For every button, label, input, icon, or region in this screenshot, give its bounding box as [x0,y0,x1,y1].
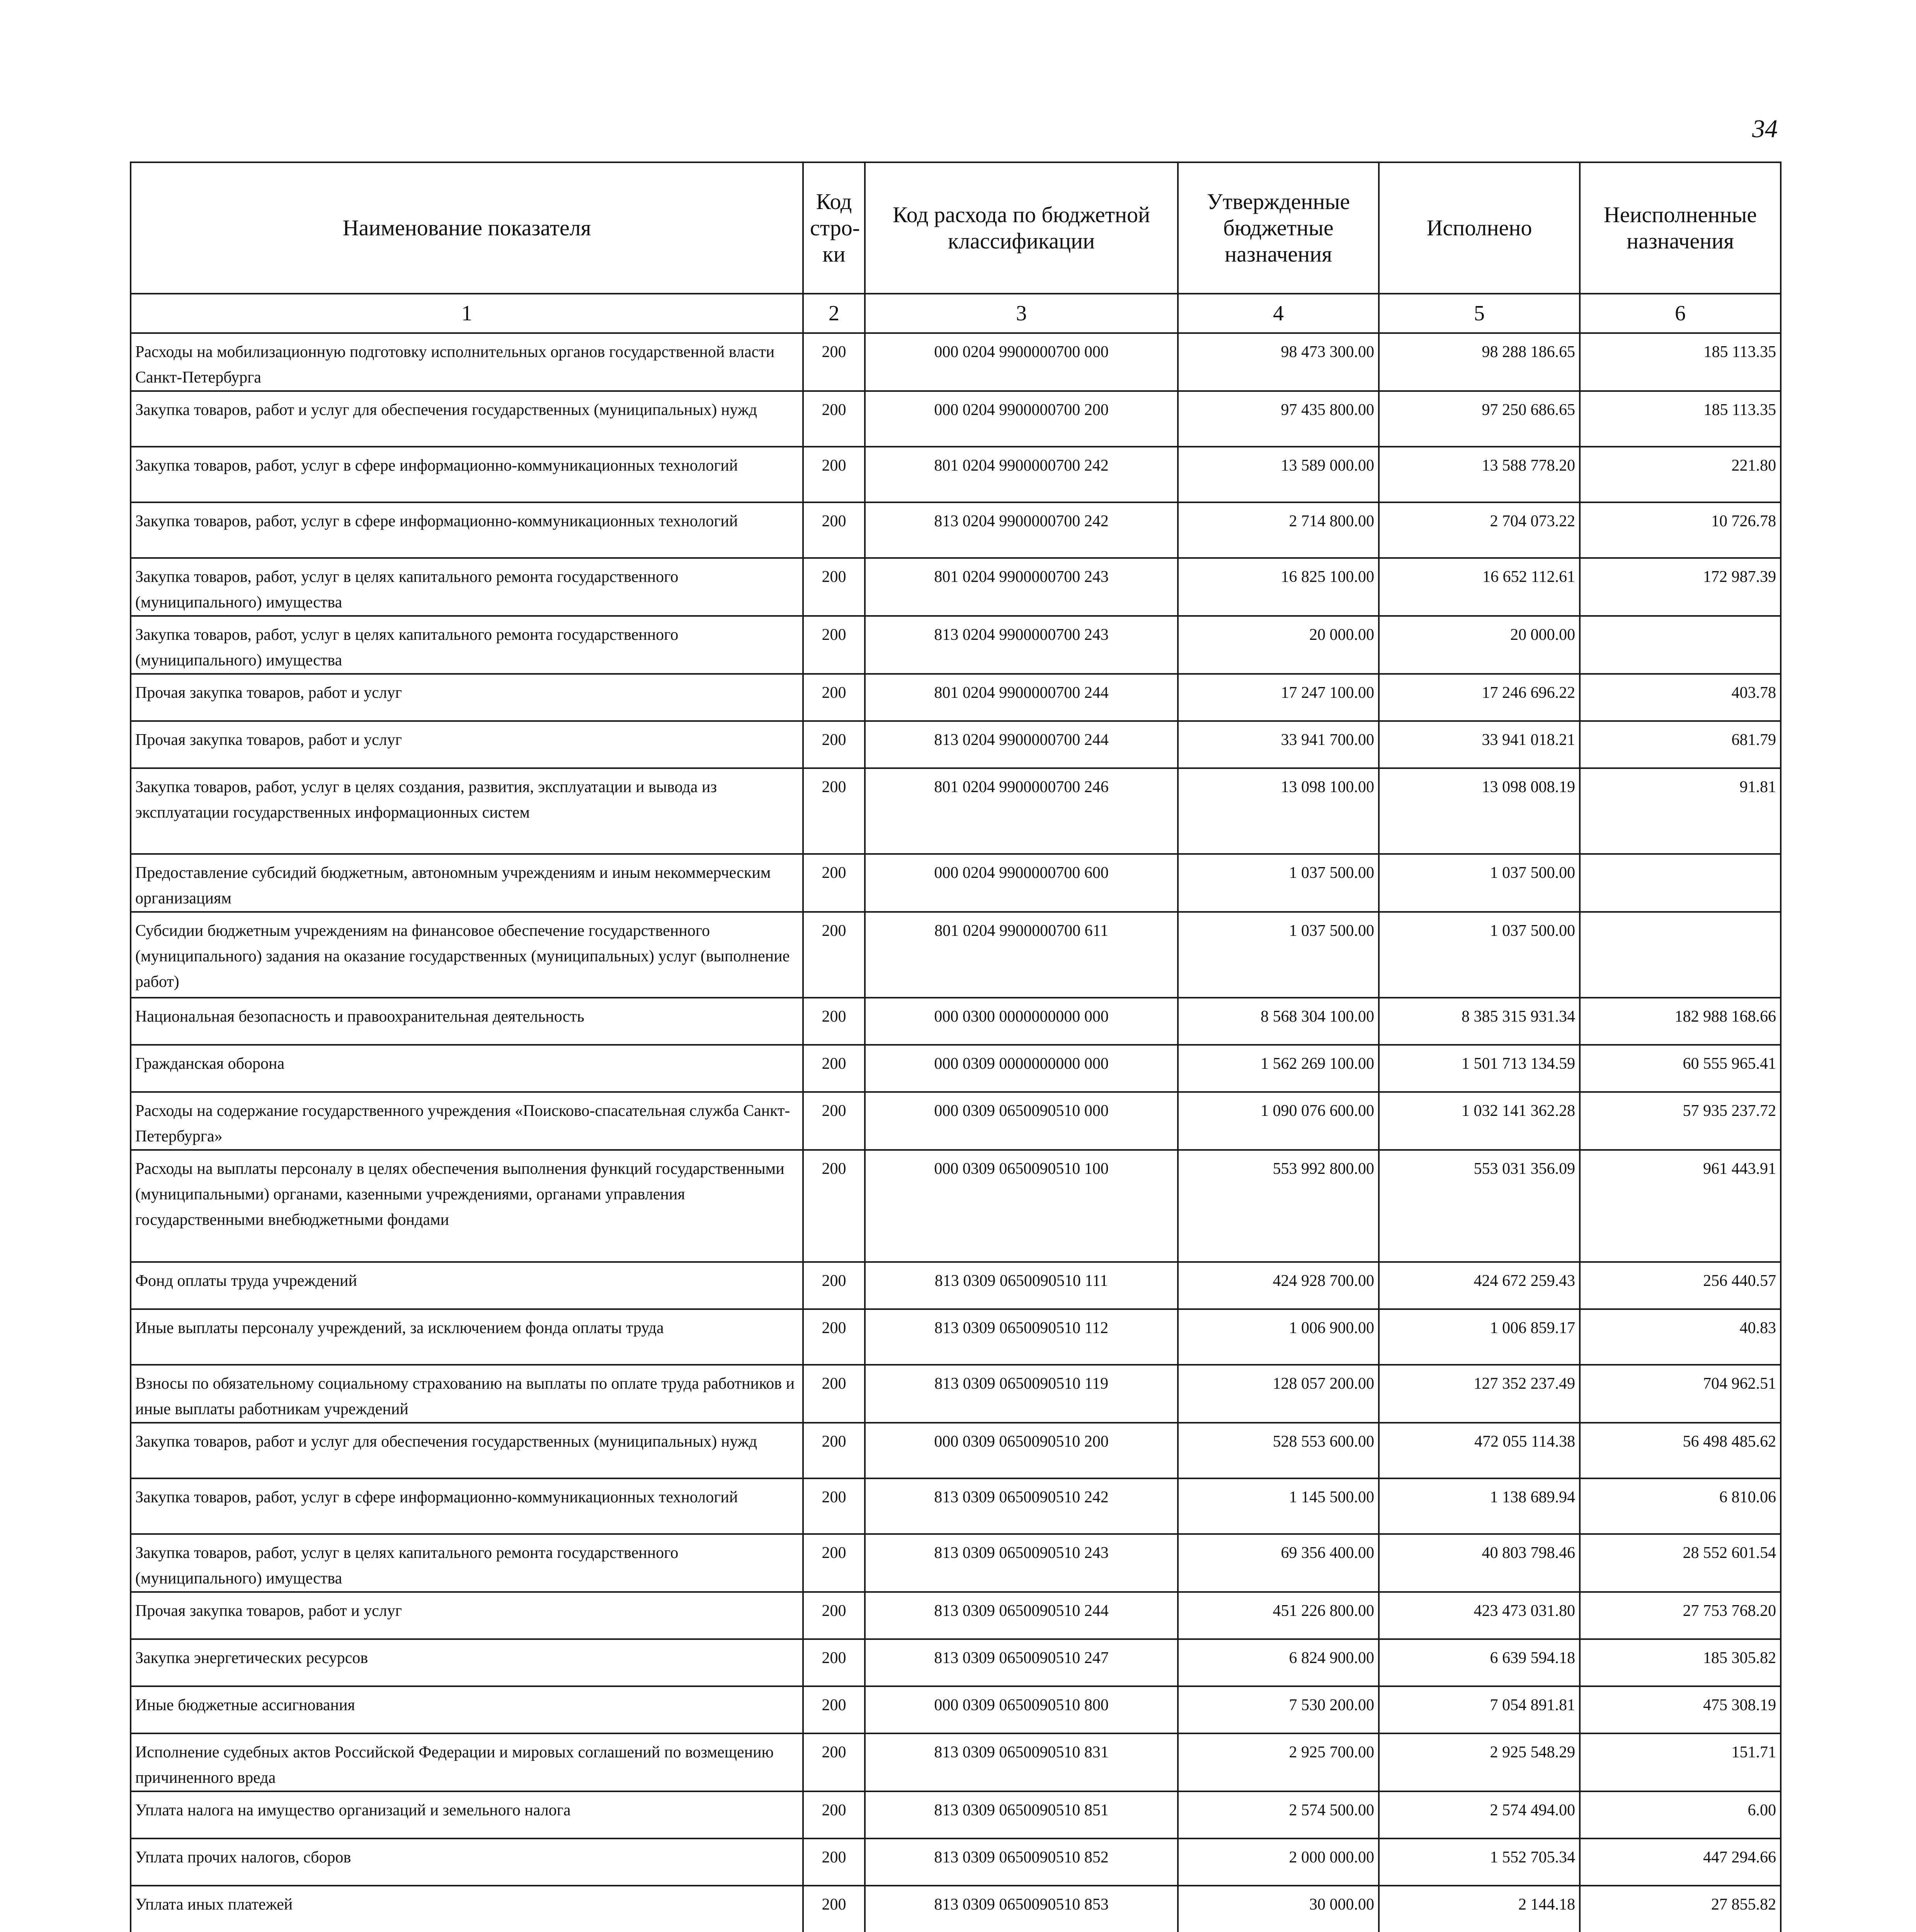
row-name: Иные выплаты персоналу учреждений, за исключением фонда оплаты труда [131,1309,803,1365]
row-unexecuted: 28 552 601.54 [1580,1534,1781,1592]
row-executed: 1 138 689.94 [1379,1478,1580,1534]
row-executed: 424 672 259.43 [1379,1262,1580,1309]
row-approved: 528 553 600.00 [1178,1423,1379,1478]
row-approved: 1 037 500.00 [1178,912,1379,998]
row-executed: 127 352 237.49 [1379,1365,1580,1423]
row-approved: 553 992 800.00 [1178,1150,1379,1262]
row-executed: 1 552 705.34 [1379,1838,1580,1886]
row-line-code: 200 [803,558,865,616]
row-line-code: 200 [803,1150,865,1262]
column-number: 6 [1580,294,1781,333]
row-name: Предоставление субсидий бюджетным, автономным учреждениям и иным некоммерческим организациям [131,854,803,912]
row-name: Национальная безопасность и правоохранительная деятельность [131,998,803,1045]
table-row [131,1838,1781,1886]
page-number: 34 [1752,115,1778,143]
row-budget-code: 801 0204 9900000700 243 [865,558,1178,616]
row-approved: 13 589 000.00 [1178,447,1379,502]
row-executed: 472 055 114.38 [1379,1423,1580,1478]
row-name: Уплата иных платежей [131,1886,803,1932]
row-unexecuted: 56 498 485.62 [1580,1423,1781,1478]
row-unexecuted: 185 305.82 [1580,1639,1781,1686]
row-name: Субсидии бюджетным учреждениям на финансовое обеспечение государственного (муниципального) задания на оказание государственных (муниципальных) услуг (выполнение работ) [131,912,803,998]
row-approved: 98 473 300.00 [1178,333,1379,391]
row-approved: 7 530 200.00 [1178,1686,1379,1733]
row-name: Уплата прочих налогов, сборов [131,1838,803,1886]
row-unexecuted: 10 726.78 [1580,502,1781,558]
row-approved: 6 824 900.00 [1178,1639,1379,1686]
row-line-code: 200 [803,447,865,502]
row-budget-code: 000 0204 9900000700 000 [865,333,1178,391]
row-name: Исполнение судебных актов Российской Федерации и мировых соглашений по возмещению причиненного вреда [131,1733,803,1791]
row-name: Расходы на мобилизационную подготовку исполнительных органов государственной власти Санкт-Петербурга [131,333,803,391]
row-unexecuted [1580,854,1781,912]
row-name: Прочая закупка товаров, работ и услуг [131,674,803,721]
row-approved: 8 568 304 100.00 [1178,998,1379,1045]
row-name: Фонд оплаты труда учреждений [131,1262,803,1309]
row-budget-code: 813 0309 0650090510 242 [865,1478,1178,1534]
row-name: Уплата налога на имущество организаций и земельного налога [131,1791,803,1838]
budget-execution-table [130,162,1782,1932]
row-unexecuted: 172 987.39 [1580,558,1781,616]
row-executed: 97 250 686.65 [1379,391,1580,447]
row-unexecuted: 447 294.66 [1580,1838,1781,1886]
table-row [131,1886,1781,1932]
row-executed: 1 037 500.00 [1379,854,1580,912]
row-budget-code: 801 0204 9900000700 611 [865,912,1178,998]
row-executed: 6 639 594.18 [1379,1639,1580,1686]
table-row [131,1150,1781,1262]
row-approved: 17 247 100.00 [1178,674,1379,721]
row-line-code: 200 [803,1639,865,1686]
row-approved: 2 000 000.00 [1178,1838,1379,1886]
row-executed: 8 385 315 931.34 [1379,998,1580,1045]
row-name: Закупка товаров, работ, услуг в целях капитального ремонта государственного (муниципального) имущества [131,616,803,674]
row-name: Расходы на содержание государственного учреждения «Поисково-спасательная служба Санкт-Петербурга» [131,1092,803,1150]
row-budget-code: 813 0309 0650090510 851 [865,1791,1178,1838]
column-number: 3 [865,294,1178,333]
row-unexecuted: 221.80 [1580,447,1781,502]
row-budget-code: 000 0309 0650090510 100 [865,1150,1178,1262]
row-budget-code: 801 0204 9900000700 244 [865,674,1178,721]
row-executed: 98 288 186.65 [1379,333,1580,391]
row-budget-code: 000 0309 0650090510 800 [865,1686,1178,1733]
row-unexecuted: 185 113.35 [1580,391,1781,447]
row-line-code: 200 [803,768,865,854]
row-executed: 33 941 018.21 [1379,721,1580,768]
row-executed: 20 000.00 [1379,616,1580,674]
table-row [131,768,1781,854]
row-unexecuted: 60 555 965.41 [1580,1045,1781,1092]
table-row [131,1733,1781,1791]
row-line-code: 200 [803,1592,865,1639]
row-approved: 1 562 269 100.00 [1178,1045,1379,1092]
row-approved: 451 226 800.00 [1178,1592,1379,1639]
row-approved: 13 098 100.00 [1178,768,1379,854]
row-line-code: 200 [803,391,865,447]
row-name: Взносы по обязательному социальному страхованию на выплаты по оплате труда работников и иные выплаты работникам учреждений [131,1365,803,1423]
header-executed: Исполнено [1379,162,1580,294]
row-name: Закупка товаров, работ, услуг в сфере информационно-коммуникационных технологий [131,1478,803,1534]
table-row [131,1309,1781,1365]
row-unexecuted: 403.78 [1580,674,1781,721]
row-budget-code: 000 0204 9900000700 200 [865,391,1178,447]
row-line-code: 200 [803,1045,865,1092]
row-budget-code: 000 0309 0650090510 000 [865,1092,1178,1150]
header-approved: Утвержденные бюджетные назначения [1178,162,1379,294]
row-line-code: 200 [803,1534,865,1592]
row-budget-code: 813 0204 9900000700 244 [865,721,1178,768]
row-executed: 1 032 141 362.28 [1379,1092,1580,1150]
row-executed: 7 054 891.81 [1379,1686,1580,1733]
row-approved: 69 356 400.00 [1178,1534,1379,1592]
row-executed: 13 098 008.19 [1379,768,1580,854]
table-row [131,998,1781,1045]
row-unexecuted: 185 113.35 [1580,333,1781,391]
row-approved: 16 825 100.00 [1178,558,1379,616]
row-budget-code: 813 0309 0650090510 853 [865,1886,1178,1932]
row-unexecuted: 40.83 [1580,1309,1781,1365]
row-unexecuted: 6 810.06 [1580,1478,1781,1534]
header-line-code: Код стро- ки [803,162,865,294]
row-budget-code: 000 0204 9900000700 600 [865,854,1178,912]
row-executed: 553 031 356.09 [1379,1150,1580,1262]
row-name: Закупка товаров, работ, услуг в целях капитального ремонта государственного (муниципального) имущества [131,558,803,616]
row-line-code: 200 [803,1791,865,1838]
row-unexecuted: 151.71 [1580,1733,1781,1791]
table-row [131,1791,1781,1838]
row-line-code: 200 [803,1838,865,1886]
row-line-code: 200 [803,998,865,1045]
row-budget-code: 813 0309 0650090510 119 [865,1365,1178,1423]
row-budget-code: 813 0309 0650090510 852 [865,1838,1178,1886]
row-name: Гражданская оборона [131,1045,803,1092]
row-name: Закупка товаров, работ и услуг для обеспечения государственных (муниципальных) нужд [131,391,803,447]
row-budget-code: 000 0300 0000000000 000 [865,998,1178,1045]
row-budget-code: 813 0204 9900000700 243 [865,616,1178,674]
column-number: 5 [1379,294,1580,333]
row-unexecuted: 475 308.19 [1580,1686,1781,1733]
row-name: Закупка товаров, работ, услуг в целях капитального ремонта государственного (муниципального) имущества [131,1534,803,1592]
row-executed: 2 574 494.00 [1379,1791,1580,1838]
row-unexecuted: 6.00 [1580,1791,1781,1838]
row-approved: 33 941 700.00 [1178,721,1379,768]
row-line-code: 200 [803,616,865,674]
header-indicator-name: Наименование показателя [131,162,803,294]
row-approved: 2 714 800.00 [1178,502,1379,558]
table-row [131,1365,1781,1423]
column-number-row [131,294,1781,333]
table-row [131,1592,1781,1639]
row-budget-code: 000 0309 0650090510 200 [865,1423,1178,1478]
row-unexecuted: 27 753 768.20 [1580,1592,1781,1639]
row-name: Закупка товаров, работ, услуг в сфере информационно-коммуникационных технологий [131,502,803,558]
row-executed: 17 246 696.22 [1379,674,1580,721]
row-approved: 30 000.00 [1178,1886,1379,1932]
table-row [131,1423,1781,1478]
row-name: Закупка товаров, работ, услуг в целях создания, развития, эксплуатации и вывода из эксплуатации государственных информационных систем [131,768,803,854]
row-budget-code: 813 0309 0650090510 243 [865,1534,1178,1592]
row-unexecuted: 57 935 237.72 [1580,1092,1781,1150]
row-line-code: 200 [803,1309,865,1365]
row-approved: 1 037 500.00 [1178,854,1379,912]
row-approved: 1 090 076 600.00 [1178,1092,1379,1150]
row-unexecuted: 681.79 [1580,721,1781,768]
table-row [131,1092,1781,1150]
row-approved: 20 000.00 [1178,616,1379,674]
table-row [131,391,1781,447]
table-row [131,447,1781,502]
row-line-code: 200 [803,912,865,998]
row-budget-code: 813 0309 0650090510 831 [865,1733,1178,1791]
column-number: 1 [131,294,803,333]
row-approved: 2 925 700.00 [1178,1733,1379,1791]
row-executed: 1 501 713 134.59 [1379,1045,1580,1092]
row-budget-code: 813 0204 9900000700 242 [865,502,1178,558]
row-executed: 1 006 859.17 [1379,1309,1580,1365]
header-budget-code: Код расхода по бюджетной классификации [865,162,1178,294]
table-row [131,1686,1781,1733]
row-executed: 2 925 548.29 [1379,1733,1580,1791]
table-row [131,616,1781,674]
table-row [131,1262,1781,1309]
column-number: 2 [803,294,865,333]
row-unexecuted: 182 988 168.66 [1580,998,1781,1045]
row-unexecuted: 27 855.82 [1580,1886,1781,1932]
table-row [131,1534,1781,1592]
row-approved: 128 057 200.00 [1178,1365,1379,1423]
table-header-row [131,162,1781,294]
row-line-code: 200 [803,674,865,721]
row-approved: 424 928 700.00 [1178,1262,1379,1309]
row-budget-code: 801 0204 9900000700 246 [865,768,1178,854]
table-row [131,721,1781,768]
row-approved: 97 435 800.00 [1178,391,1379,447]
row-line-code: 200 [803,854,865,912]
row-unexecuted: 91.81 [1580,768,1781,854]
table-row [131,1639,1781,1686]
row-name: Прочая закупка товаров, работ и услуг [131,721,803,768]
row-executed: 40 803 798.46 [1379,1534,1580,1592]
row-name: Закупка товаров, работ, услуг в сфере информационно-коммуникационных технологий [131,447,803,502]
row-executed: 423 473 031.80 [1379,1592,1580,1639]
table-row [131,1045,1781,1092]
row-line-code: 200 [803,502,865,558]
row-budget-code: 813 0309 0650090510 112 [865,1309,1178,1365]
row-line-code: 200 [803,1478,865,1534]
table-row [131,674,1781,721]
row-approved: 1 145 500.00 [1178,1478,1379,1534]
table-row [131,1478,1781,1534]
row-budget-code: 813 0309 0650090510 247 [865,1639,1178,1686]
row-line-code: 200 [803,1686,865,1733]
row-name: Закупка товаров, работ и услуг для обеспечения государственных (муниципальных) нужд [131,1423,803,1478]
row-unexecuted: 704 962.51 [1580,1365,1781,1423]
row-name: Закупка энергетических ресурсов [131,1639,803,1686]
row-line-code: 200 [803,1886,865,1932]
row-line-code: 200 [803,1262,865,1309]
row-name: Прочая закупка товаров, работ и услуг [131,1592,803,1639]
row-executed: 13 588 778.20 [1379,447,1580,502]
table-row [131,854,1781,912]
row-unexecuted: 256 440.57 [1580,1262,1781,1309]
row-budget-code: 813 0309 0650090510 244 [865,1592,1178,1639]
row-line-code: 200 [803,1365,865,1423]
row-name: Расходы на выплаты персоналу в целях обеспечения выполнения функций государственными (муниципальными) органами, казенными учреждениями, органами управления государственными внебюджетными фондами [131,1150,803,1262]
row-budget-code: 801 0204 9900000700 242 [865,447,1178,502]
row-line-code: 200 [803,721,865,768]
row-line-code: 200 [803,1423,865,1478]
table-row [131,502,1781,558]
row-unexecuted [1580,912,1781,998]
table-row [131,912,1781,998]
row-budget-code: 000 0309 0000000000 000 [865,1045,1178,1092]
row-line-code: 200 [803,1733,865,1791]
row-line-code: 200 [803,333,865,391]
row-executed: 16 652 112.61 [1379,558,1580,616]
table-row [131,558,1781,616]
row-unexecuted [1580,616,1781,674]
row-line-code: 200 [803,1092,865,1150]
row-name: Иные бюджетные ассигнования [131,1686,803,1733]
row-approved: 1 006 900.00 [1178,1309,1379,1365]
row-budget-code: 813 0309 0650090510 111 [865,1262,1178,1309]
row-executed: 1 037 500.00 [1379,912,1580,998]
row-executed: 2 704 073.22 [1379,502,1580,558]
column-number: 4 [1178,294,1379,333]
row-executed: 2 144.18 [1379,1886,1580,1932]
row-approved: 2 574 500.00 [1178,1791,1379,1838]
header-unexecuted: Неисполненные назначения [1580,162,1781,294]
table-row [131,333,1781,391]
row-unexecuted: 961 443.91 [1580,1150,1781,1262]
